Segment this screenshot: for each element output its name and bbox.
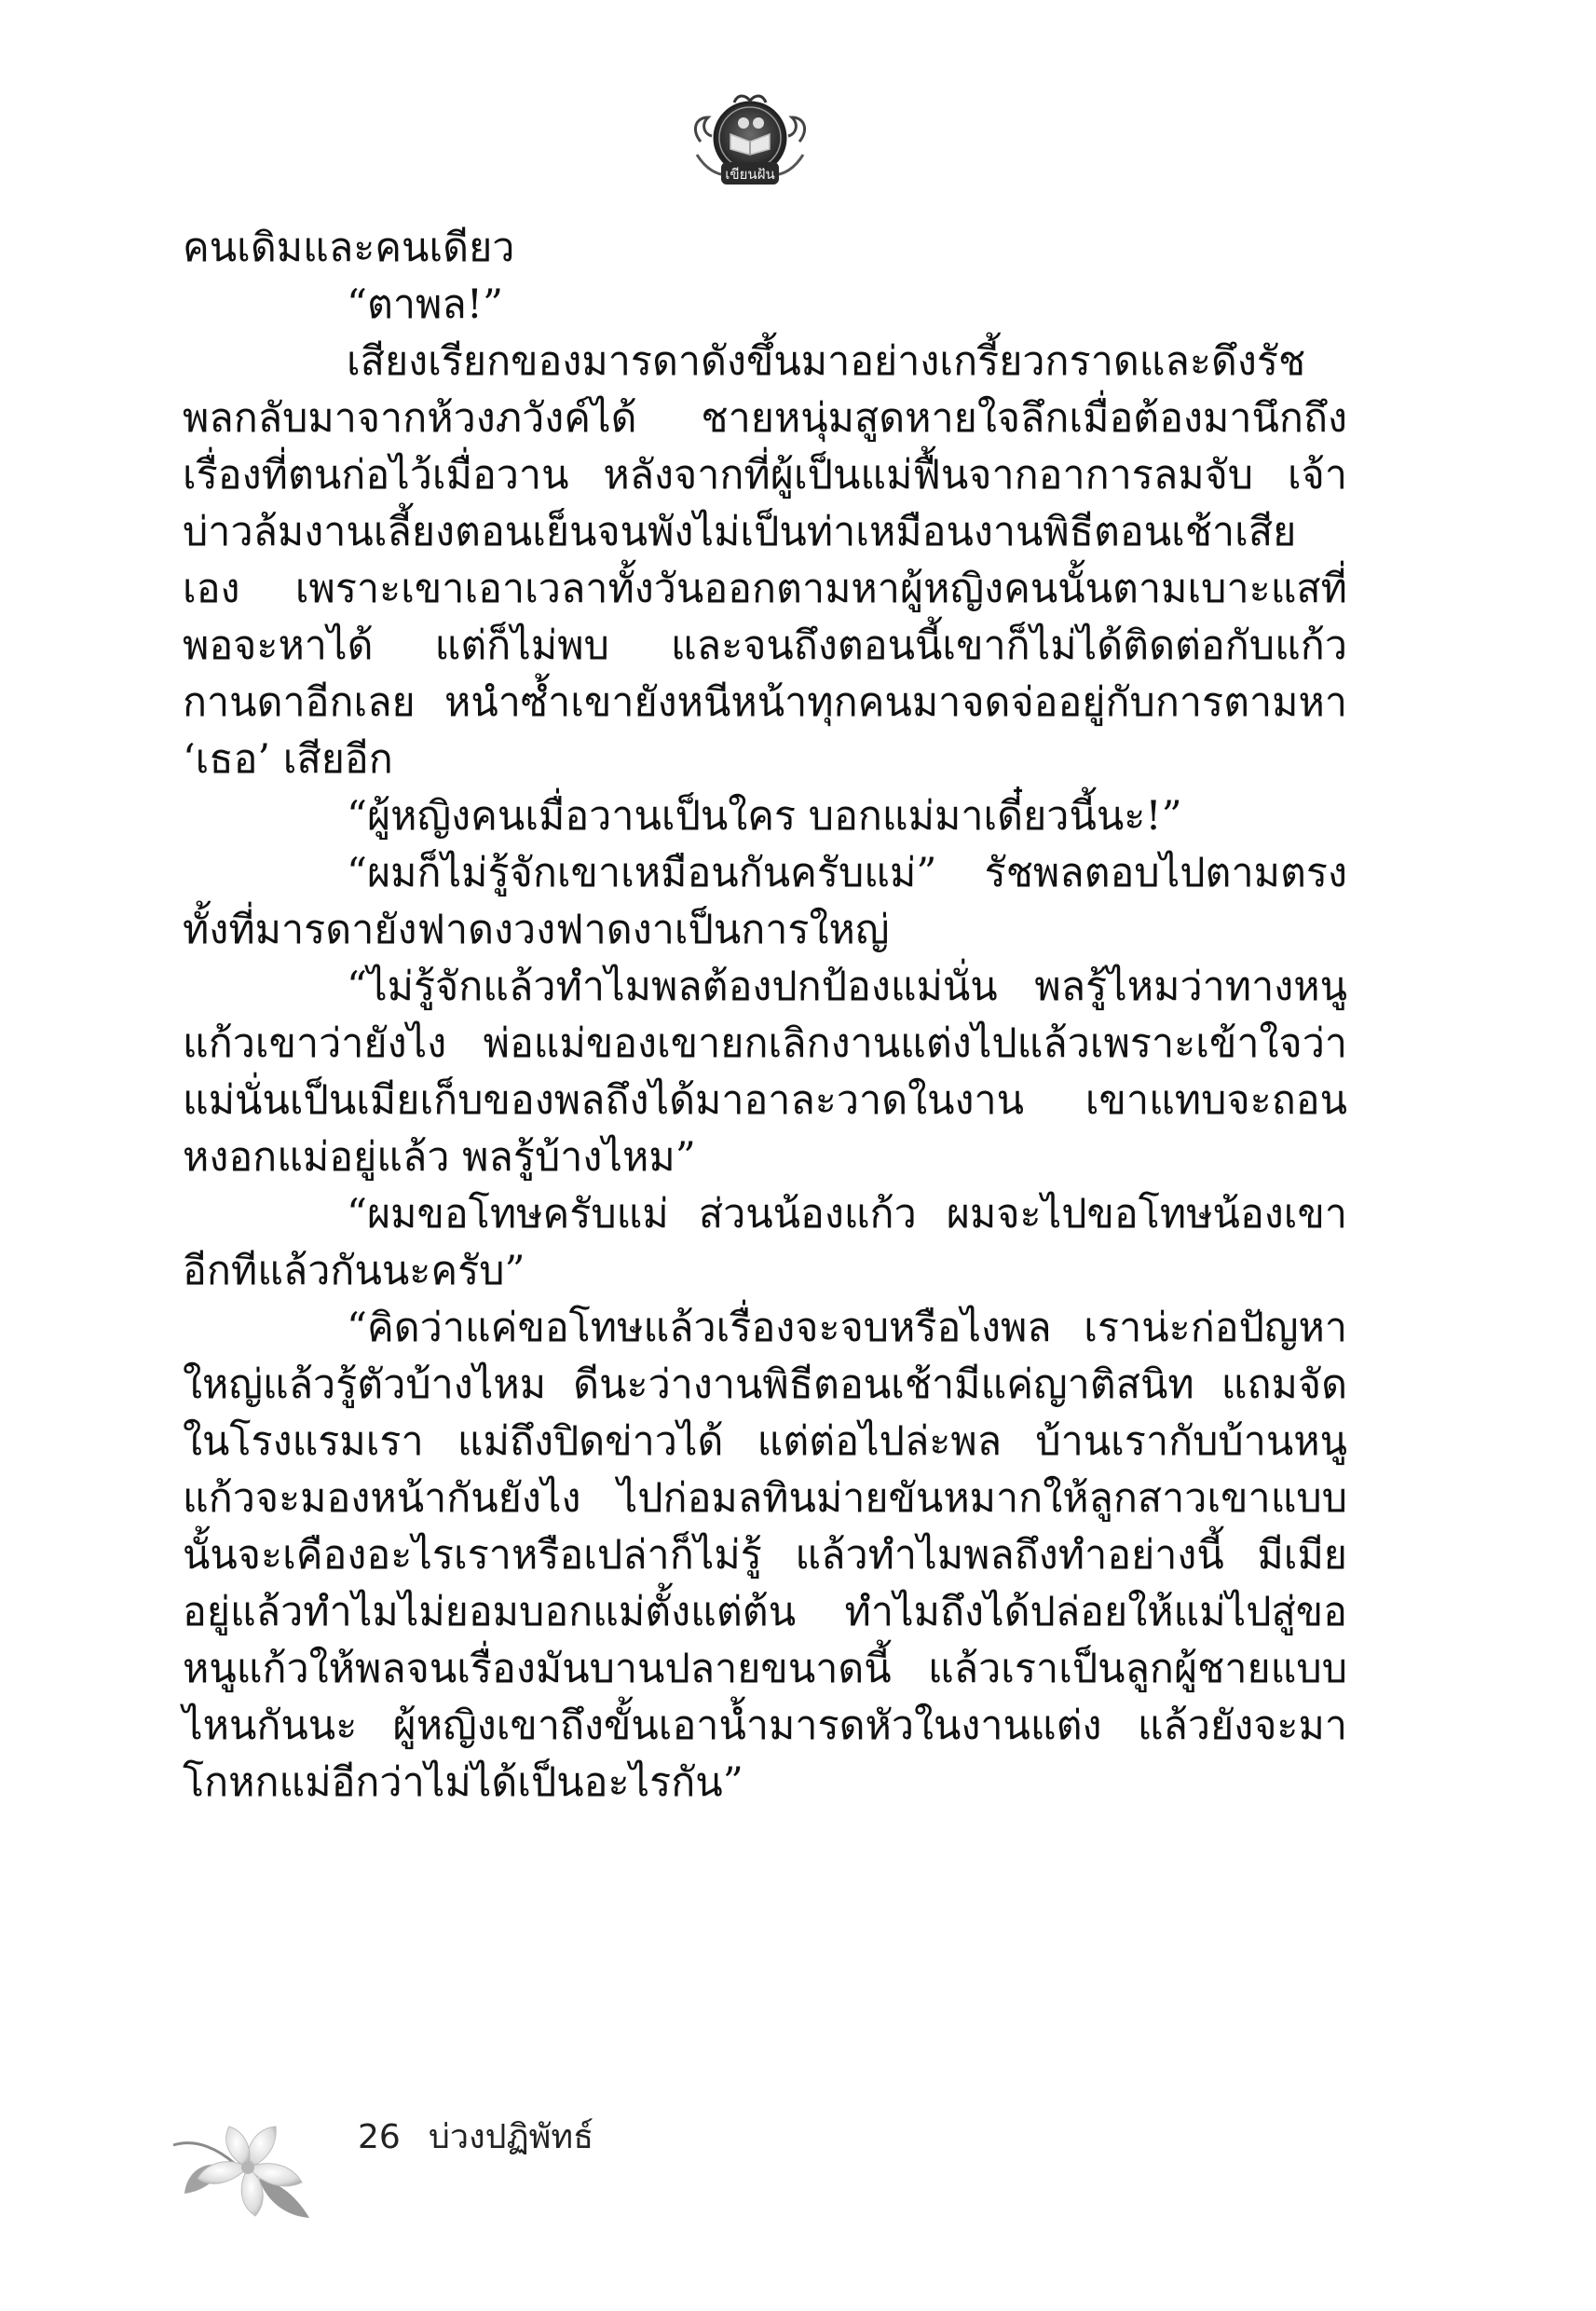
page-number: 26 — [358, 2118, 401, 2156]
paragraph: “ตาพล!” — [347, 281, 504, 328]
book-title: บ่วงปฏิพัทธ์ — [429, 2118, 594, 2156]
frangipani-flower-icon — [170, 2113, 330, 2225]
body-text — [183, 220, 1347, 1812]
paragraph: “ผมขอโทษครับแม่ ส่วนน้องแก้ว ผมจะไปขอโทษน้องเขาอีกทีแล้วกันนะครับ” — [183, 1191, 1347, 1294]
paragraph: “คิดว่าแค่ขอโทษแล้วเรื่องจะจบหรือไงพล เราน่ะก่อปัญหาใหญ่แล้วรู้ตัวบ้างไหม ดีนะว่างานพิธีตอนเช้ามีแค่ญาติสนิท แถมจัดในโรงแรมเรา แม่ถึงปิดข่าวได้ แต่ต่อไปล่ะพล บ้านเรากับบ้านหนูแก้วจะมองหน้ากันยังไง ไปก่อมลทินม่ายขันหมากให้ลูกสาวเขาแบบนั้นจะเคืองอะไรเราหรือเปล่าก็ไม่รู้ แล้วทำไมพลถึงทำอย่างนี้ มีเมียอยู่แล้วทำไมไม่ยอมบอกแม่ตั้งแต่ต้น ทำไมถึงได้ปล่อยให้แม่ไปสู่ขอหนูแก้วให้พลจนเรื่องมันบานปลายขนาดนี้ แล้วเราเป็นลูกผู้ชายแบบไหนกันนะ ผู้หญิงเขาถึงขั้นเอาน้ำมารดหัวในงานแต่ง แล้วยังจะมาโกหกแม่อีกว่าไม่ได้เป็นอะไรกัน” — [183, 1305, 1347, 1806]
paragraph: “ไม่รู้จักแล้วทำไมพลต้องปกป้องแม่นั่น พลรู้ไหมว่าทางหนูแก้วเขาว่ายังไง พ่อแม่ของเขายกเลิกงานแต่งไปแล้วเพราะเข้าใจว่าแม่นั่นเป็นเมียเก็บของพลถึงได้มาอาละวาดในงาน เขาแทบจะถอนหงอกแม่อยู่แล้ว พลรู้บ้างไหม” — [183, 964, 1347, 1181]
paragraph: “ผู้หญิงคนเมื่อวานเป็นใคร บอกแม่มาเดี๋ยวนี้นะ!” — [347, 793, 1182, 840]
publisher-emblem-icon — [684, 89, 816, 194]
paragraph: “ผมก็ไม่รู้จักเขาเหมือนกันครับแม่” รัชพลตอบไปตามตรงทั้งที่มารดายังฟาดงวงฟาดงาเป็นการใหญ่ — [183, 850, 1347, 953]
paragraph: คนเดิมและคนเดียว — [183, 225, 515, 271]
publisher-logo-text: เขียนฝัน — [725, 166, 775, 183]
paragraph: เสียงเรียกของมารดาดังขึ้นมาอย่างเกรี้ยวกราดและดึงรัชพลกลับมาจากห้วงภวังค์ได้ ชายหนุ่มสูดหายใจลึกเมื่อต้องมานึกถึงเรื่องที่ตนก่อไว้เมื่อวาน หลังจากที่ผู้เป็นแม่ฟื้นจากอาการลมจับ เจ้าบ่าวล้มงานเลี้ยงตอนเย็นจนพังไม่เป็นท่าเหมือนงานพิธีตอนเช้าเสียเอง เพราะเขาเอาเวลาทั้งวันออกตามหาผู้หญิงคนนั้นตามเบาะแสที่พอจะหาได้ แต่ก็ไม่พบ และจนถึงตอนนี้เขาก็ไม่ได้ติดต่อกับแก้วกานดาอีกเลย หนำซ้ำเขายังหนีหน้าทุกคนมาจดจ่ออยู่กับการตามหา ‘เธอ’ เสียอีก — [183, 338, 1347, 783]
